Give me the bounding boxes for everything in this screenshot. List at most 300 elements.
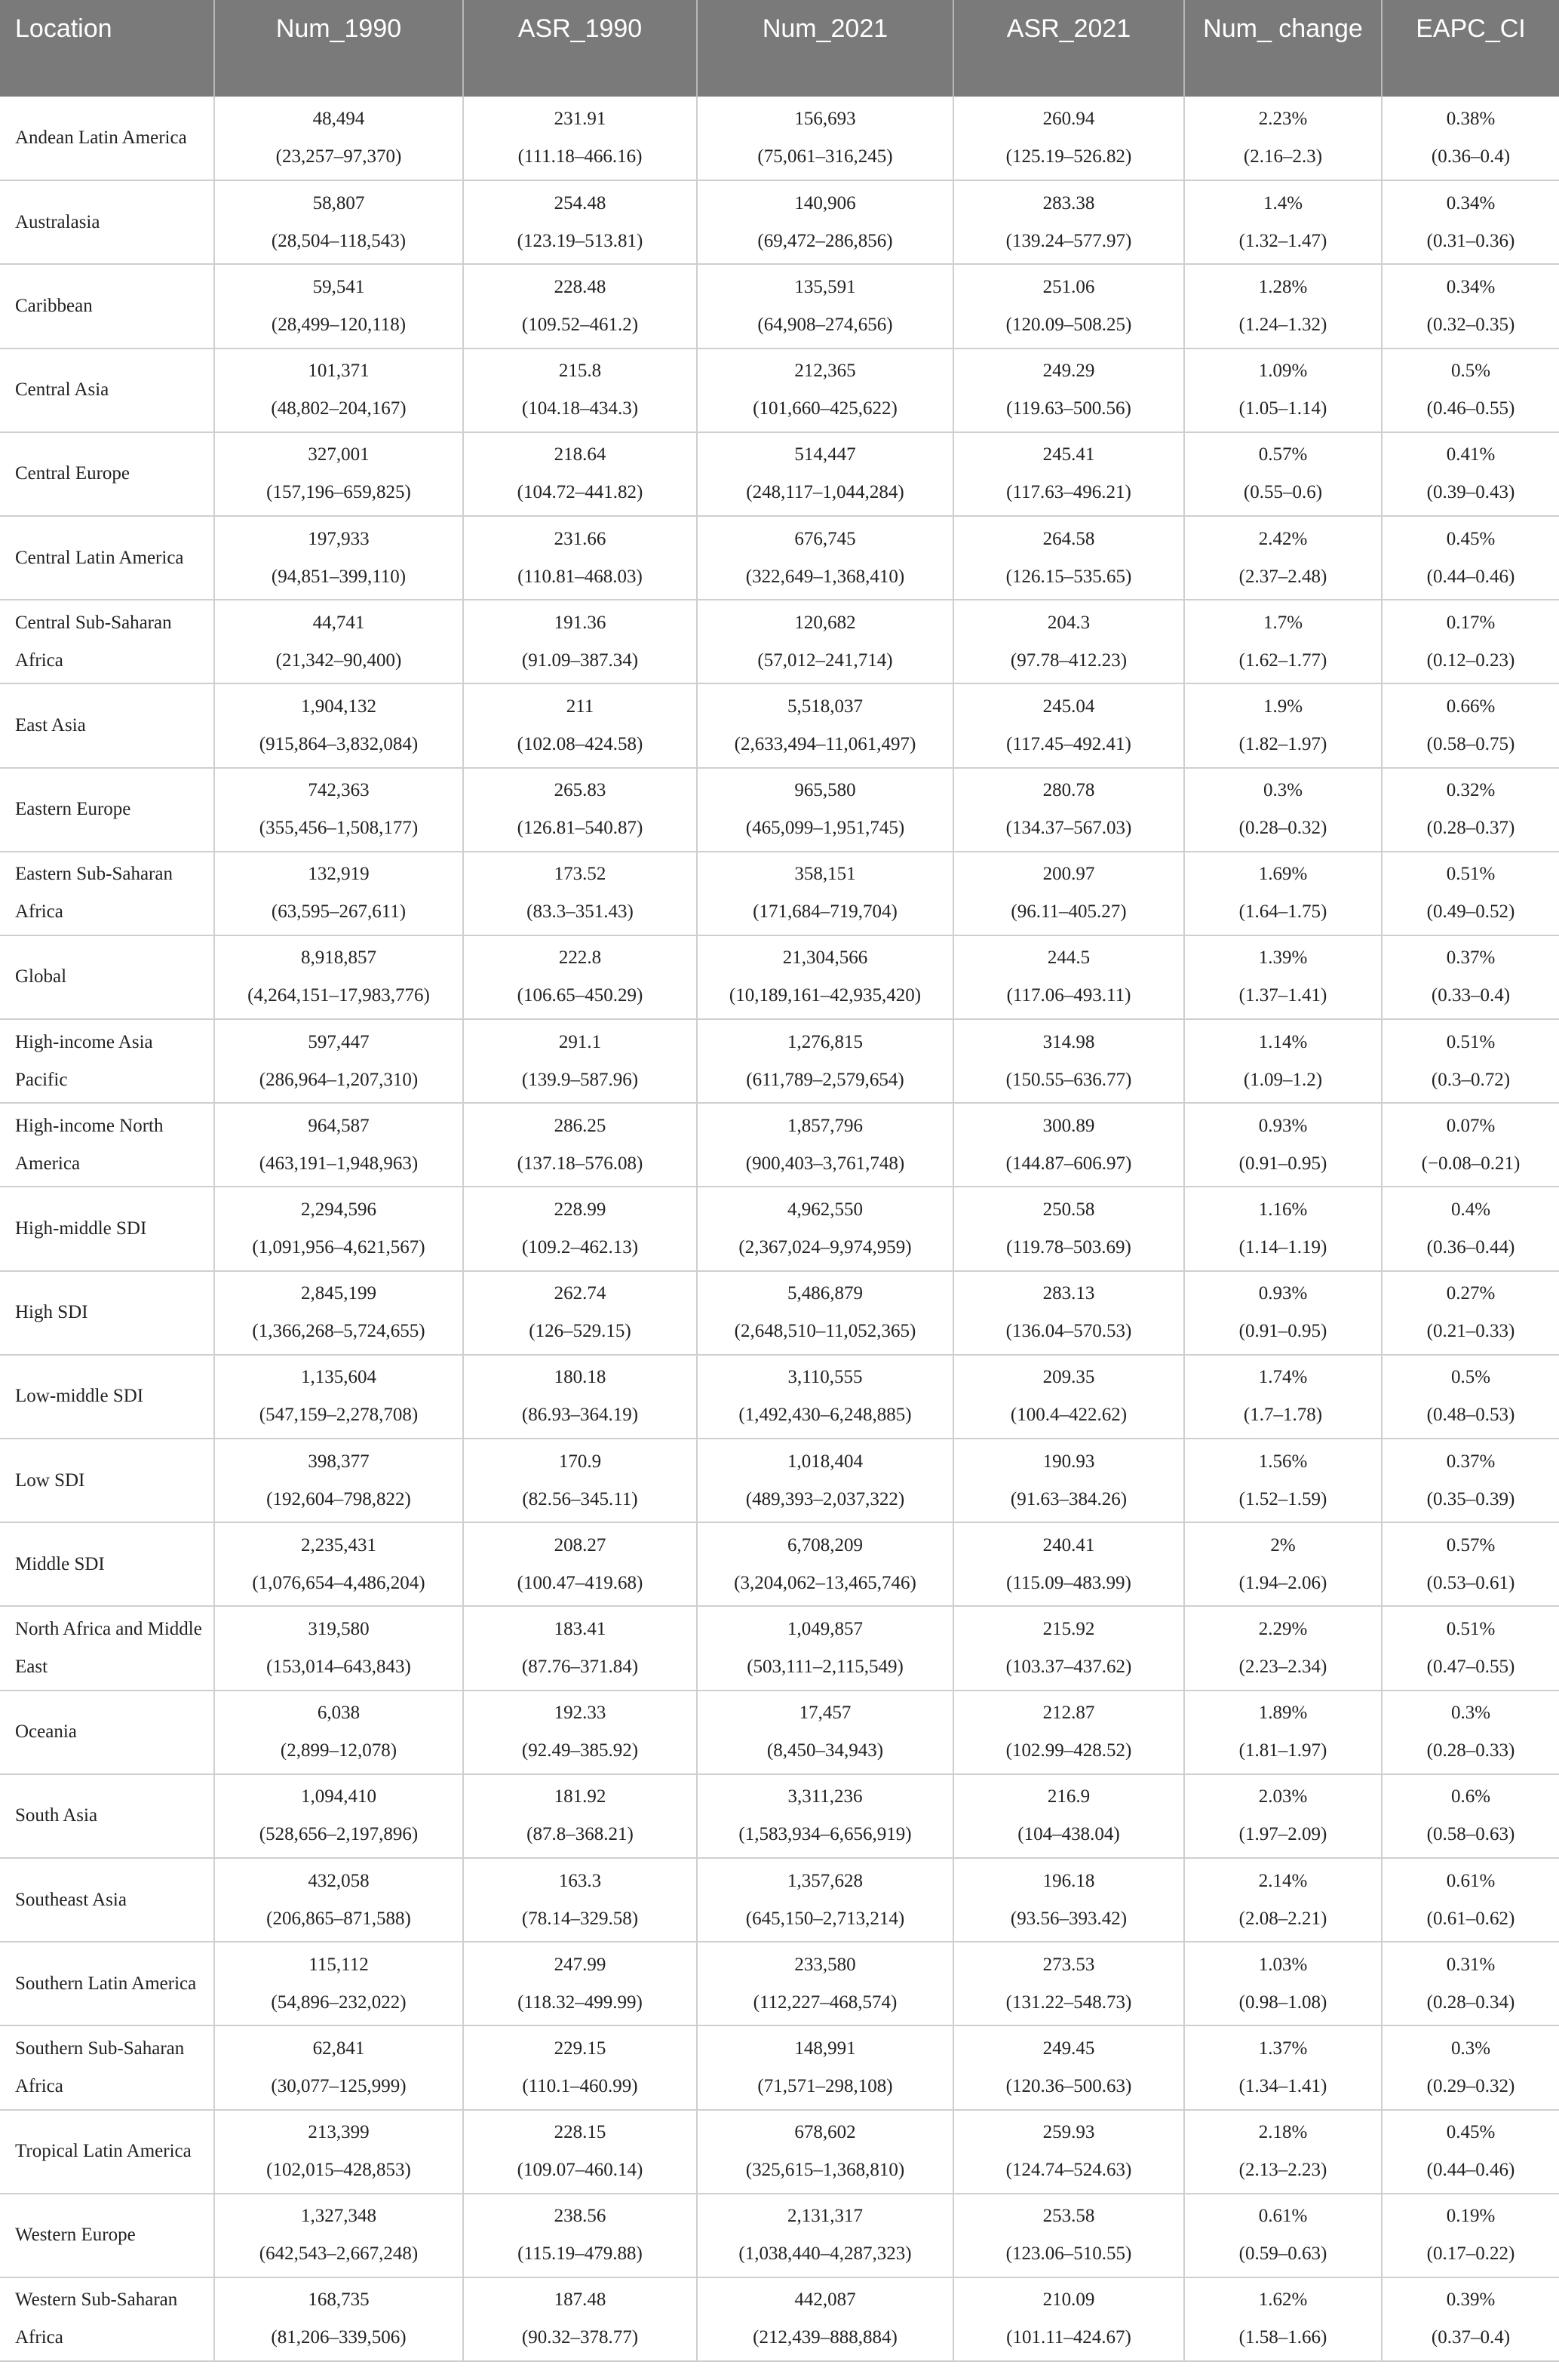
num-1990-cell <box>214 1774 463 1858</box>
cell-value: 1,049,857 <box>787 1618 863 1639</box>
cell-interval: (0.28–0.32) <box>1238 818 1327 839</box>
asr-1990-cell <box>463 1774 697 1858</box>
cell-value: 0.07% <box>1446 1115 1496 1136</box>
num-2021-cell <box>697 1439 953 1522</box>
cell-interval: (90.32–378.77) <box>521 2327 639 2348</box>
cell-value: 253.58 <box>1042 2206 1095 2227</box>
cell-interval: (0.59–0.63) <box>1238 2243 1327 2265</box>
cell-interval: (87.76–371.84) <box>521 1656 639 1677</box>
cell-value: 191.36 <box>554 612 606 633</box>
asr-2021-cell <box>953 1355 1184 1439</box>
cell-interval: (123.06–510.55) <box>1005 2243 1132 2265</box>
asr-2021-cell <box>953 2194 1184 2277</box>
cell-interval: (120.09–508.25) <box>1005 314 1132 335</box>
cell-interval: (0.12–0.23) <box>1426 650 1515 671</box>
cell-interval: (1,076,654–4,486,204) <box>252 1572 425 1593</box>
cell-value: 0.4% <box>1450 1199 1491 1221</box>
asr-2021-cell <box>953 516 1184 600</box>
location-cell: Low-middle SDI <box>0 1355 214 1439</box>
cell-interval: (0.36–0.4) <box>1431 146 1511 167</box>
num-change-cell <box>1184 1187 1382 1270</box>
location-cell: Andean Latin America <box>0 97 214 180</box>
cell-value: 1.09% <box>1258 361 1308 382</box>
cell-value: 156,693 <box>794 109 856 130</box>
cell-value: 204.3 <box>1047 612 1091 633</box>
cell-interval: (93.56–393.42) <box>1010 1908 1128 1929</box>
cell-interval: (1.24–1.32) <box>1238 314 1327 335</box>
eapc-ci-cell <box>1382 2025 1559 2109</box>
eapc-ci-cell <box>1382 97 1559 180</box>
cell-interval: (2,899–12,078) <box>280 1740 397 1761</box>
cell-interval: (611,789–2,579,654) <box>746 1069 904 1090</box>
cell-value: 215.8 <box>558 361 602 382</box>
table-row <box>0 1606 1559 1690</box>
table-row <box>0 935 1559 1019</box>
cell-interval: (0.28–0.34) <box>1426 1992 1515 2013</box>
cell-value: 209.35 <box>1042 1367 1095 1388</box>
num-1990-cell <box>214 1187 463 1270</box>
location-cell: Eastern Europe <box>0 768 214 852</box>
cell-interval: (2,633,494–11,061,497) <box>734 733 916 754</box>
cell-value: 1.03% <box>1258 1954 1308 1975</box>
cell-interval: (117.06–493.11) <box>1006 985 1131 1006</box>
cell-value: 6,038 <box>317 1703 361 1724</box>
cell-interval: (1.81–1.97) <box>1238 1740 1327 1761</box>
cell-interval: (69,472–286,856) <box>757 230 893 251</box>
cell-interval: (645,150–2,713,214) <box>745 1908 905 1929</box>
cell-interval: (10,189,161–42,935,420) <box>729 985 922 1006</box>
table-row <box>0 1355 1559 1439</box>
num-2021-cell <box>697 1187 953 1270</box>
cell-value: 300.89 <box>1042 1115 1095 1136</box>
cell-interval: (57,012–241,714) <box>757 650 893 671</box>
asr-1990-cell <box>463 852 697 935</box>
cell-value: 183.41 <box>554 1618 606 1639</box>
cell-value: 2.42% <box>1258 528 1308 549</box>
location-cell: Western Europe <box>0 2194 214 2277</box>
location-cell: Central Asia <box>0 349 214 432</box>
cell-value: 5,486,879 <box>787 1283 863 1304</box>
cell-value: 286.25 <box>554 1115 606 1136</box>
num-2021-cell <box>697 852 953 935</box>
cell-interval: (150.55–636.77) <box>1005 1069 1132 1090</box>
cell-value: 62,841 <box>312 2038 365 2059</box>
cell-value: 2.03% <box>1258 1786 1308 1807</box>
asr-2021-cell <box>953 97 1184 180</box>
cell-value: 58,807 <box>312 192 365 213</box>
cell-value: 514,447 <box>794 444 856 465</box>
cell-interval: (100.47–419.68) <box>517 1572 643 1593</box>
cell-value: 212.87 <box>1042 1703 1095 1724</box>
num-2021-cell <box>697 264 953 348</box>
cell-value: 291.1 <box>558 1031 602 1052</box>
cell-interval: (30,077–125,999) <box>271 2075 407 2096</box>
cell-value: 676,745 <box>794 528 856 549</box>
eapc-ci-cell <box>1382 1019 1559 1103</box>
cell-interval: (91.09–387.34) <box>521 650 639 671</box>
num-change-cell <box>1184 349 1382 432</box>
cell-interval: (0.44–0.46) <box>1426 566 1515 587</box>
cell-interval: (139.24–577.97) <box>1005 230 1132 251</box>
eapc-ci-cell <box>1382 1942 1559 2025</box>
cell-value: 250.58 <box>1042 1199 1095 1221</box>
cell-value: 1.89% <box>1258 1703 1308 1724</box>
num-1990-cell <box>214 2277 463 2361</box>
cell-interval: (125.19–526.82) <box>1005 146 1132 167</box>
cell-value: 245.04 <box>1042 696 1095 717</box>
cell-value: 742,363 <box>308 780 370 801</box>
cell-interval: (136.04–570.53) <box>1005 1321 1132 1342</box>
cell-interval: (63,595–267,611) <box>271 901 407 923</box>
cell-interval: (915,864–3,832,084) <box>259 733 419 754</box>
asr-2021-cell <box>953 1271 1184 1355</box>
cell-interval: (0.3–0.72) <box>1431 1069 1511 1090</box>
num-change-cell <box>1184 2110 1382 2194</box>
asr-2021-cell <box>953 1019 1184 1103</box>
asr-2021-cell <box>953 2277 1184 2361</box>
cell-value: 115,112 <box>308 1954 369 1975</box>
location-cell: Central Latin America <box>0 516 214 600</box>
asr-2021-cell <box>953 180 1184 264</box>
cell-value: 17,457 <box>799 1703 852 1724</box>
cell-value: 1,857,796 <box>787 1115 863 1136</box>
table-body <box>0 97 1559 2361</box>
cell-value: 238.56 <box>554 2206 606 2227</box>
asr-1990-cell <box>463 264 697 348</box>
table-row <box>0 1019 1559 1103</box>
location-cell: Middle SDI <box>0 1522 214 1606</box>
num-1990-cell <box>214 768 463 852</box>
cell-interval: (1.09–1.2) <box>1243 1069 1323 1090</box>
cell-value: 0.93% <box>1258 1115 1308 1136</box>
num-1990-cell <box>214 2194 463 2277</box>
cell-interval: (126.15–535.65) <box>1005 566 1132 587</box>
cell-value: 0.51% <box>1446 1031 1496 1052</box>
eapc-ci-cell <box>1382 1439 1559 1522</box>
eapc-ci-cell <box>1382 1271 1559 1355</box>
cell-value: 0.3% <box>1263 780 1303 801</box>
num-1990-cell <box>214 683 463 767</box>
table-row <box>0 180 1559 264</box>
cell-interval: (1.37–1.41) <box>1238 985 1327 1006</box>
cell-interval: (1.05–1.14) <box>1238 398 1327 419</box>
cell-interval: (104–438.04) <box>1017 1824 1120 1845</box>
table-row <box>0 1187 1559 1270</box>
cell-interval: (0.33–0.4) <box>1431 985 1511 1006</box>
cell-value: 210.09 <box>1042 2289 1095 2311</box>
asr-1990-cell <box>463 1522 697 1606</box>
eapc-ci-cell <box>1382 935 1559 1019</box>
cell-value: 0.39% <box>1446 2289 1496 2311</box>
cell-value: 259.93 <box>1042 2122 1095 2143</box>
cell-value: 2.14% <box>1258 1870 1308 1891</box>
cell-interval: (117.45–492.41) <box>1006 733 1131 754</box>
cell-interval: (134.37–567.03) <box>1005 818 1132 839</box>
location-cell: Global <box>0 935 214 1019</box>
cell-value: 212,365 <box>794 361 856 382</box>
table-row <box>0 1774 1559 1858</box>
location-cell: Western Sub-Saharan Africa <box>0 2277 214 2361</box>
cell-value: 0.57% <box>1258 444 1308 465</box>
cell-value: 0.37% <box>1446 947 1496 969</box>
asr-2021-cell <box>953 264 1184 348</box>
cell-value: 0.3% <box>1450 2038 1491 2059</box>
cell-interval: (0.44–0.46) <box>1426 2160 1515 2181</box>
cell-interval: (123.19–513.81) <box>517 230 643 251</box>
cell-interval: (0.91–0.95) <box>1238 1321 1327 1342</box>
cell-value: 240.41 <box>1042 1534 1095 1555</box>
cell-interval: (139.9–587.96) <box>521 1069 639 1090</box>
header-asr-1990: ASR_1990 <box>463 0 697 97</box>
cell-interval: (1.32–1.47) <box>1238 230 1327 251</box>
cell-value: 0.61% <box>1446 1870 1496 1891</box>
location-cell: Southeast Asia <box>0 1858 214 1942</box>
eapc-ci-cell <box>1382 180 1559 264</box>
num-1990-cell <box>214 1942 463 2025</box>
num-change-cell <box>1184 1606 1382 1690</box>
cell-value: 6,708,209 <box>787 1534 863 1555</box>
cell-value: 0.51% <box>1446 864 1496 885</box>
num-2021-cell <box>697 1522 953 1606</box>
cell-value: 140,906 <box>794 192 856 213</box>
cell-value: 132,919 <box>308 864 370 885</box>
table-header <box>0 0 1559 97</box>
cell-interval: (144.87–606.97) <box>1005 1153 1132 1174</box>
num-change-cell <box>1184 1522 1382 1606</box>
num-1990-cell <box>214 432 463 516</box>
num-2021-cell <box>697 1019 953 1103</box>
cell-value: 0.57% <box>1446 1534 1496 1555</box>
cell-interval: (1.64–1.75) <box>1238 901 1327 923</box>
table-row <box>0 264 1559 348</box>
cell-interval: (21,342–90,400) <box>275 650 402 671</box>
asr-2021-cell <box>953 1858 1184 1942</box>
cell-value: 1.56% <box>1258 1451 1308 1472</box>
cell-interval: (0.49–0.52) <box>1426 901 1515 923</box>
num-1990-cell <box>214 2025 463 2109</box>
cell-value: 1,094,410 <box>301 1786 376 1807</box>
cell-value: 273.53 <box>1042 1954 1095 1975</box>
cell-interval: (0.46–0.55) <box>1426 398 1515 419</box>
cell-value: 0.6% <box>1450 1786 1491 1807</box>
cell-interval: (4,264,151–17,983,776) <box>247 985 430 1006</box>
cell-interval: (1,366,268–5,724,655) <box>252 1321 425 1342</box>
cell-interval: (171,684–719,704) <box>753 901 898 923</box>
asr-2021-cell <box>953 1691 1184 1774</box>
cell-interval: (1.7–1.78) <box>1243 1405 1323 1426</box>
cell-value: 228.15 <box>554 2122 606 2143</box>
cell-interval: (112,227–468,574) <box>753 1992 898 2013</box>
cell-interval: (0.29–0.32) <box>1426 2075 1515 2096</box>
cell-interval: (0.53–0.61) <box>1426 1572 1515 1593</box>
cell-interval: (547,159–2,278,708) <box>259 1405 419 1426</box>
cell-interval: (115.09–483.99) <box>1006 1572 1131 1593</box>
cell-value: 2.29% <box>1258 1618 1308 1639</box>
cell-interval: (503,111–2,115,549) <box>747 1656 904 1677</box>
cell-value: 163.3 <box>558 1870 602 1891</box>
cell-value: 215.92 <box>1042 1618 1095 1639</box>
cell-value: 148,991 <box>794 2038 856 2059</box>
table-row <box>0 1691 1559 1774</box>
cell-interval: (1.14–1.19) <box>1238 1237 1327 1258</box>
header-asr-2021: ASR_2021 <box>953 0 1184 97</box>
cell-interval: (322,649–1,368,410) <box>745 566 905 587</box>
asr-1990-cell <box>463 1103 697 1187</box>
cell-interval: (0.31–0.36) <box>1426 230 1515 251</box>
cell-interval: (102,015–428,853) <box>266 2160 411 2181</box>
cell-value: 2,845,199 <box>301 1283 376 1304</box>
asr-2021-cell <box>953 432 1184 516</box>
cell-interval: (28,499–120,118) <box>271 314 407 335</box>
num-1990-cell <box>214 1103 463 1187</box>
cell-interval: (0.28–0.37) <box>1426 818 1515 839</box>
eapc-ci-cell <box>1382 1522 1559 1606</box>
cell-interval: (83.3–351.43) <box>526 901 634 923</box>
cell-interval: (110.1–460.99) <box>522 2075 638 2096</box>
num-change-cell <box>1184 1942 1382 2025</box>
asr-1990-cell <box>463 349 697 432</box>
num-change-cell <box>1184 2025 1382 2109</box>
location-cell: Central Europe <box>0 432 214 516</box>
num-2021-cell <box>697 935 953 1019</box>
cell-value: 1.28% <box>1258 276 1308 297</box>
cell-interval: (126–529.15) <box>529 1321 631 1342</box>
cell-interval: (109.52–461.2) <box>521 314 639 335</box>
cell-interval: (212,439–888,884) <box>753 2327 898 2348</box>
cell-value: 0.45% <box>1446 528 1496 549</box>
table-row <box>0 1271 1559 1355</box>
eapc-ci-cell <box>1382 600 1559 683</box>
table-row <box>0 1858 1559 1942</box>
table-row <box>0 1522 1559 1606</box>
num-change-cell <box>1184 264 1382 348</box>
cell-interval: (1,038,440–4,287,323) <box>738 2243 912 2265</box>
num-1990-cell <box>214 1691 463 1774</box>
cell-value: 59,541 <box>312 276 365 297</box>
eapc-ci-cell <box>1382 2194 1559 2277</box>
cell-interval: (3,204,062–13,465,746) <box>734 1572 916 1593</box>
cell-value: 228.99 <box>554 1199 606 1221</box>
asr-1990-cell <box>463 2025 697 2109</box>
num-2021-cell <box>697 432 953 516</box>
asr-1990-cell <box>463 1187 697 1270</box>
cell-value: 4,962,550 <box>787 1199 863 1221</box>
cell-value: 442,087 <box>794 2289 856 2311</box>
num-2021-cell <box>697 1355 953 1439</box>
cell-interval: (118.32–499.99) <box>517 1992 643 2013</box>
cell-value: 0.34% <box>1446 276 1496 297</box>
eapc-ci-cell <box>1382 2110 1559 2194</box>
cell-interval: (2.37–2.48) <box>1238 566 1327 587</box>
num-change-cell <box>1184 432 1382 516</box>
cell-interval: (1,492,430–6,248,885) <box>738 1405 912 1426</box>
cell-value: 101,371 <box>308 361 370 382</box>
num-1990-cell <box>214 600 463 683</box>
cell-interval: (1.94–2.06) <box>1238 1572 1327 1593</box>
eapc-ci-cell <box>1382 2277 1559 2361</box>
cell-value: 0.27% <box>1446 1283 1496 1304</box>
eapc-ci-cell <box>1382 683 1559 767</box>
cell-interval: (1.52–1.59) <box>1238 1488 1327 1509</box>
asr-1990-cell <box>463 683 697 767</box>
location-cell: Central Sub-Saharan Africa <box>0 600 214 683</box>
cell-interval: (97.78–412.23) <box>1010 650 1128 671</box>
cell-value: 0.61% <box>1258 2206 1308 2227</box>
cell-interval: (91.63–384.26) <box>1010 1488 1128 1509</box>
cell-interval: (1.97–2.09) <box>1238 1824 1327 1845</box>
num-2021-cell <box>697 2277 953 2361</box>
num-1990-cell <box>214 264 463 348</box>
cell-value: 190.93 <box>1042 1451 1095 1472</box>
num-2021-cell <box>697 2025 953 2109</box>
cell-value: 247.99 <box>554 1954 606 1975</box>
cell-interval: (0.36–0.44) <box>1426 1237 1515 1258</box>
asr-1990-cell <box>463 2277 697 2361</box>
cell-value: 170.9 <box>558 1451 602 1472</box>
asr-1990-cell <box>463 432 697 516</box>
cell-value: 319,580 <box>308 1618 370 1639</box>
asr-1990-cell <box>463 600 697 683</box>
cell-interval: (23,257–97,370) <box>275 146 402 167</box>
cell-interval: (153,014–643,843) <box>266 1656 411 1677</box>
num-2021-cell <box>697 1271 953 1355</box>
cell-value: 245.41 <box>1042 444 1095 465</box>
cell-value: 229.15 <box>554 2038 606 2059</box>
cell-value: 168,735 <box>308 2289 370 2311</box>
eapc-ci-cell <box>1382 1187 1559 1270</box>
cell-interval: (0.17–0.22) <box>1426 2243 1515 2265</box>
num-change-cell <box>1184 97 1382 180</box>
cell-interval: (2.16–2.3) <box>1243 146 1323 167</box>
cell-value: 0.66% <box>1446 696 1496 717</box>
asr-2021-cell <box>953 2110 1184 2194</box>
cell-value: 1,018,404 <box>787 1451 863 1472</box>
num-1990-cell <box>214 180 463 264</box>
cell-interval: (1,583,934–6,656,919) <box>738 1824 912 1845</box>
cell-interval: (101.11–424.67) <box>1006 2327 1131 2348</box>
cell-value: 0.34% <box>1446 192 1496 213</box>
cell-value: 244.5 <box>1047 947 1091 969</box>
cell-value: 3,110,555 <box>787 1367 863 1388</box>
cell-value: 249.45 <box>1042 2038 1095 2059</box>
num-2021-cell <box>697 1774 953 1858</box>
cell-value: 262.74 <box>554 1283 606 1304</box>
cell-value: 208.27 <box>554 1534 606 1555</box>
num-1990-cell <box>214 1439 463 1522</box>
cell-value: 1.37% <box>1258 2038 1308 2059</box>
cell-value: 260.94 <box>1042 109 1095 130</box>
cell-value: 358,151 <box>794 864 856 885</box>
cell-value: 180.18 <box>554 1367 606 1388</box>
cell-value: 2,294,596 <box>301 1199 376 1221</box>
cell-value: 1.74% <box>1258 1367 1308 1388</box>
cell-value: 398,377 <box>308 1451 370 1472</box>
num-2021-cell <box>697 683 953 767</box>
eapc-ci-cell <box>1382 516 1559 600</box>
cell-value: 1.16% <box>1258 1199 1308 1221</box>
cell-interval: (64,908–274,656) <box>757 314 893 335</box>
num-1990-cell <box>214 1355 463 1439</box>
cell-interval: (0.35–0.39) <box>1426 1488 1515 1509</box>
cell-value: 432,058 <box>308 1870 370 1891</box>
cell-interval: (355,456–1,508,177) <box>259 818 419 839</box>
cell-interval: (106.65–450.29) <box>517 985 643 1006</box>
cell-interval: (96.11–405.27) <box>1011 901 1127 923</box>
table-row <box>0 2277 1559 2361</box>
cell-value: 1,276,815 <box>787 1031 863 1052</box>
eapc-ci-cell <box>1382 1691 1559 1774</box>
asr-1990-cell <box>463 935 697 1019</box>
